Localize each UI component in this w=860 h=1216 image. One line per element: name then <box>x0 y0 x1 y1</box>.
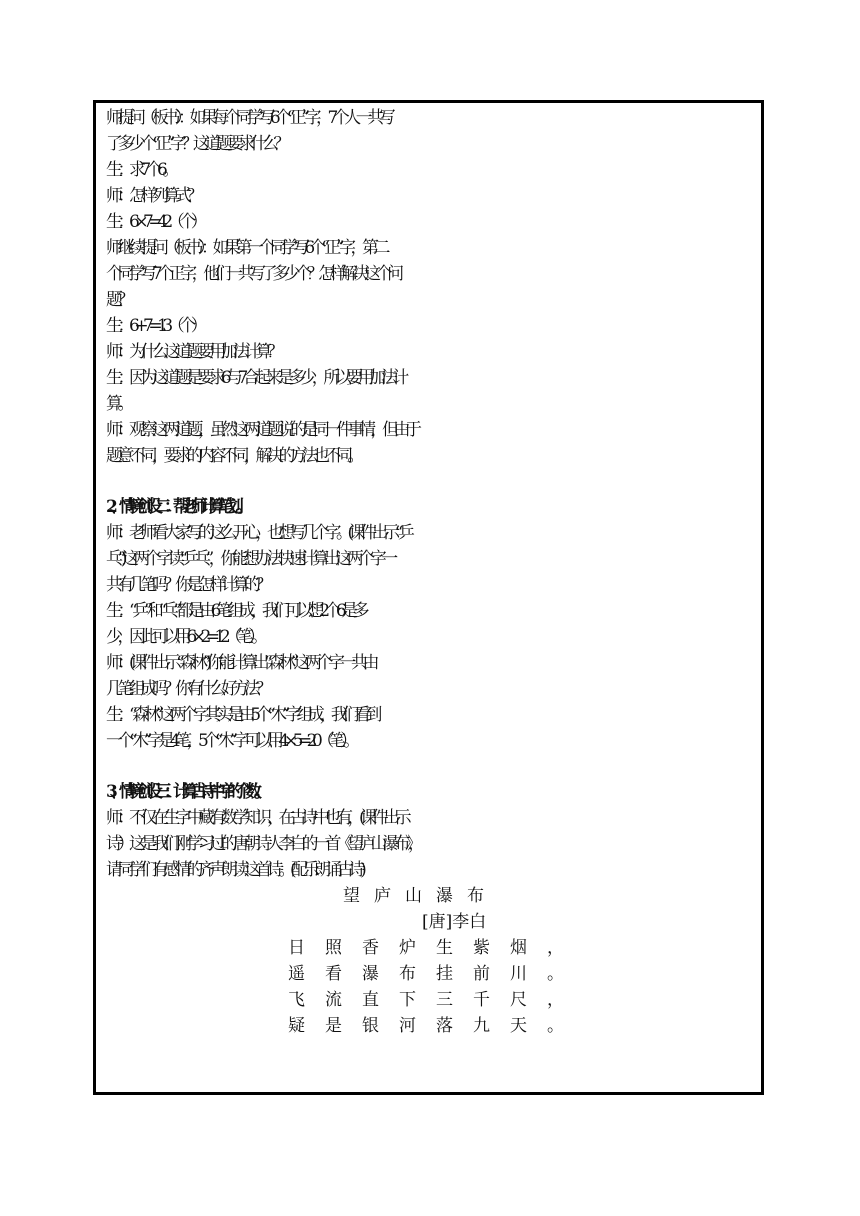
paragraph-line: 题？ <box>106 290 129 310</box>
paragraph-line: 师：不仅在生字中藏有数学知识，在古诗中也有，(课件出示 <box>106 808 407 828</box>
paragraph-line: 一个“木”字是 4 笔，5 个“木”字可以用 4×5=20（笔）。 <box>106 731 355 751</box>
poem-char: 日 <box>288 938 305 958</box>
poem-char: 三 <box>436 990 453 1010</box>
poem-char: 落 <box>436 1016 453 1036</box>
paragraph-line: 算。 <box>106 394 129 414</box>
poem-line-row <box>106 987 755 1013</box>
paragraph-line: 了多少个“正”字？这道题要求什么？ <box>106 134 285 154</box>
poem-char: 疑 <box>288 1016 305 1036</box>
poem-line <box>288 961 584 987</box>
poem-char: 天 <box>510 1016 527 1036</box>
paragraph-line: 乓”)这两个字读“乒乓”，你能想办法快速计算出这两个字一 <box>106 549 393 569</box>
paragraph-line: 师：怎样列算式？ <box>106 186 198 206</box>
paragraph-line: 师继续提问（板书）：如果第一个同学写 6 个“正”字，第二 <box>106 238 386 258</box>
paragraph-line: 生：“森林”这两个字其实是由 5 个“木”字组成，我们看到 <box>106 705 377 725</box>
poem-char: ， <box>547 938 564 958</box>
paragraph-line: 师：(课件出示“森林”)你能计算出“森林”这两个字一共由 <box>106 653 375 673</box>
poem-char: 九 <box>473 1016 490 1036</box>
poem-char: 照 <box>325 938 342 958</box>
poem-char: 看 <box>325 964 342 984</box>
paragraph-line: 少，因此可以用 6×2=12（笔）。 <box>106 627 263 647</box>
poem-char: 前 <box>473 964 490 984</box>
poem-char: 尺 <box>510 990 527 1010</box>
poem-char: 川 <box>510 964 527 984</box>
paragraph-line: 共有几笔吗？你是怎样计算的？ <box>106 575 267 595</box>
poem-char: 飞 <box>288 990 305 1010</box>
paragraph-line: 生：因为这道题是要求 6 与 7 合起来是多少，所以要用加法计 <box>106 368 404 388</box>
poem-line-row <box>106 935 755 961</box>
poem-title-row <box>106 883 755 909</box>
poem-char: 紫 <box>473 938 490 958</box>
poem-char: 烟 <box>510 938 527 958</box>
poem-char: 挂 <box>436 964 453 984</box>
poem-char: 下 <box>399 990 416 1010</box>
paragraph-line: 生：求 7 个 6。 <box>106 160 174 180</box>
paragraph-line: 生：6×7=42（个） <box>106 212 203 232</box>
poem-char: 遥 <box>288 964 305 984</box>
paragraph-line: 诗）这是我们刚学习过的唐朝诗人李白的一首《望庐山瀑布》， <box>106 834 420 854</box>
paragraph-line: 师：为什么这道题要用加法计算？ <box>106 342 279 362</box>
document-body <box>106 105 755 1039</box>
paragraph-line: 题意不同，要求的内容不同，解决的方法也不同。 <box>106 446 359 466</box>
poem-char: 直 <box>362 990 379 1010</box>
paragraph-line: 生：“乒”和“乓”都是由 6 笔组成，我们可以想 2 个 6 是多 <box>106 601 365 621</box>
poem-char: 银 <box>362 1016 379 1036</box>
poem-author-row <box>106 909 755 935</box>
poem-char: 是 <box>325 1016 342 1036</box>
poem-char: 香 <box>362 938 379 958</box>
poem-title: 望庐山瀑布 <box>343 886 498 906</box>
poem-line-row <box>106 1013 755 1039</box>
paragraph-line: 师：老师看大家写的这么开心，也想写几个字。(课件出示“乒 <box>106 523 410 543</box>
poem-char: 流 <box>325 990 342 1010</box>
paragraph-line: 师：观察这两道题，虽然这两道题说的是同一件事情，但由于 <box>106 420 417 440</box>
poem-char: 千 <box>473 990 490 1010</box>
poem-char: 生 <box>436 938 453 958</box>
blank-line <box>106 754 755 779</box>
poem-line <box>288 1013 584 1039</box>
paragraph-line: 生：6+7=13（个） <box>106 316 203 336</box>
poem-char: 。 <box>547 964 564 984</box>
paragraph-line: 请同学们有感情的齐声朗读这首诗。(配乐朗诵古诗) <box>106 860 362 880</box>
poem-char: 瀑 <box>362 964 379 984</box>
poem-line <box>288 987 584 1013</box>
document-table-cell <box>93 100 764 1095</box>
poem-char: 炉 <box>399 938 416 958</box>
paragraph-line: 个同学写 7 个正字，他们一共写了多少个？怎样解决这个问 <box>106 264 399 284</box>
section-heading: 2、情境创设二：帮老师计算笔划。 <box>106 497 245 517</box>
poem-line <box>288 935 584 961</box>
poem-line-row <box>106 961 755 987</box>
paragraph-line: 几笔组成吗？你有什么好方法？ <box>106 679 267 699</box>
poem-author: [唐]李白 <box>422 912 487 932</box>
section-heading: 3、情境创设三：计算古诗中字的个数。 <box>106 782 263 802</box>
paragraph-line: 师提问（板书）：如果每个同学写 6 个“正”字，7 个人一共写 <box>106 108 391 128</box>
poem-char: ， <box>547 990 564 1010</box>
poem-char: 布 <box>399 964 416 984</box>
blank-line <box>106 469 755 494</box>
poem-char: 。 <box>547 1016 564 1036</box>
poem-char: 河 <box>399 1016 416 1036</box>
